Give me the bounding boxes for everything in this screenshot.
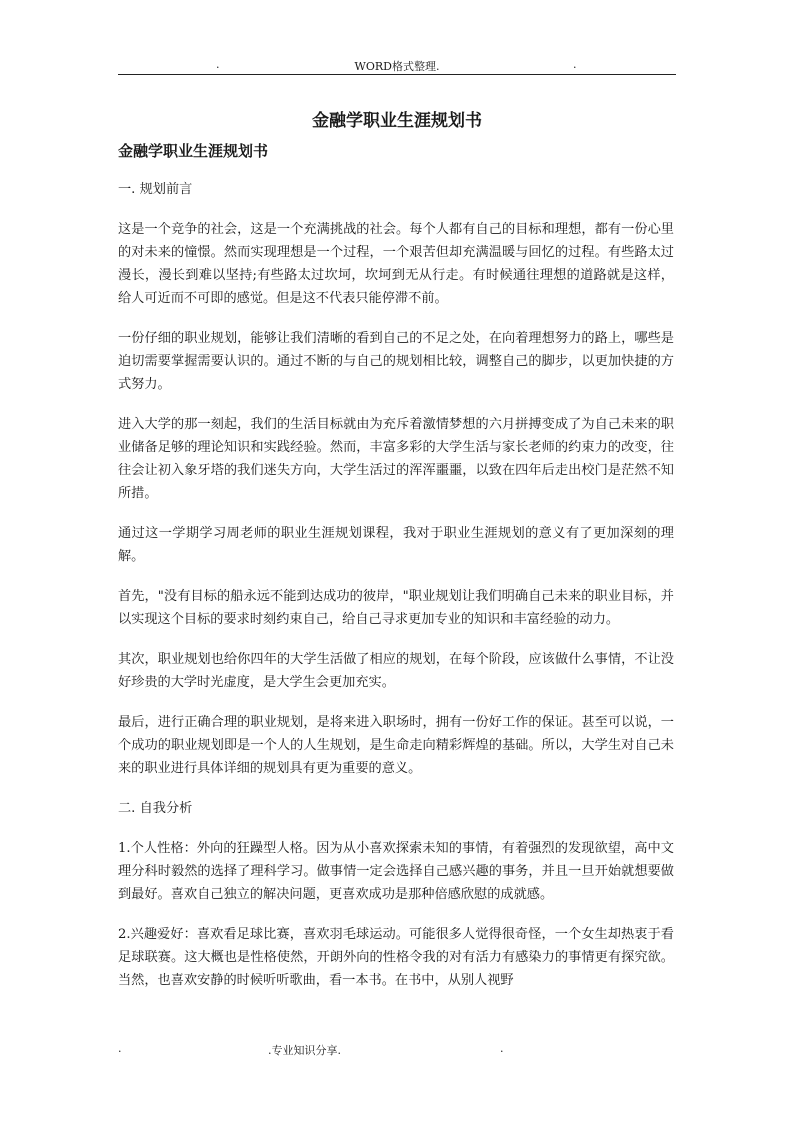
header-title: WORD格式整理. xyxy=(354,60,440,73)
paragraph: 最后，进行正确合理的职业规划，是将来进入职场时，拥有一份好工作的保证。甚至可以说，一个成功的职业规划即是一个人的人生规划，是生命走向精彩辉煌的基础。所以，大学生对自己未来的职业进行具体详细的规划具有更为重要的意义。 xyxy=(118,715,674,776)
paragraph: 进入大学的那一刻起，我们的生活目标就由为充斥着激情梦想的六月拼搏变成了为自己未来的职业储备足够的理论知识和实践经验。然而，丰富多彩的大学生活与家长老师的约束力的改变，往往会让初入象牙塔的我们迷失方向，大学生活过的浑浑噩噩，以致在四年后走出校门是茫然不知所措。 xyxy=(118,417,674,501)
section-heading: 二. 自我分析 xyxy=(118,801,193,816)
header-dot-right: . xyxy=(573,58,577,71)
page-footer xyxy=(118,1042,676,1060)
page-header xyxy=(118,56,676,74)
footer-dot-right: . xyxy=(500,1042,504,1055)
document-body xyxy=(118,178,674,1009)
paragraph: 1.个人性格：外向的狂躁型人格。因为从小喜欢探索未知的事情，有着强烈的发现欲望，高中文理分科时毅然的选择了理科学习。做事情一定会选择自己感兴趣的事务，并且一旦开始就想要做到最好。喜欢自己独立的解决问题，更喜欢成功是那种倍感欣慰的成就感。 xyxy=(118,841,674,902)
paragraph: 首先，"没有目标的船永远不能到达成功的彼岸，"职业规划让我们明确自己未来的职业目标，并以实现这个目标的要求时刻约束自己，给自己寻求更加专业的知识和丰富经验的动力。 xyxy=(118,589,674,627)
paragraph: 通过这一学期学习周老师的职业生涯规划课程，我对于职业生涯规划的意义有了更加深刻的理解。 xyxy=(118,526,674,564)
header-dot-left: . xyxy=(216,58,220,71)
footer-text: .专业知识分享. xyxy=(268,1044,341,1057)
paragraph: 一份仔细的职业规划，能够让我们清晰的看到自己的不足之处，在向着理想努力的路上，哪些是迫切需要掌握需要认识的。通过不断的与自己的规划相比较，调整自己的脚步，以更加快捷的方式努力。 xyxy=(118,331,674,392)
paragraph: 其次，职业规划也给你四年的大学生活做了相应的规划，在每个阶段，应该做什么事情，不让没好珍贵的大学时光虚度，是大学生会更加充实。 xyxy=(118,652,674,690)
header-divider xyxy=(118,74,676,75)
section-heading: 一. 规划前言 xyxy=(118,182,193,197)
paragraph: 2.兴趣爱好：喜欢看足球比赛，喜欢羽毛球运动。可能很多人觉得很奇怪，一个女生却热衷于看足球联赛。这大概也是性格使然，开朗外向的性格令我的对有活力有感染力的事情更有探究欲。当然，也喜欢安静的时候听听歌曲，看一本书。在书中，从别人视野 xyxy=(118,927,674,988)
paragraph: 这是一个竞争的社会，这是一个充满挑战的社会。每个人都有自己的目标和理想，都有一份心里的对未来的憧憬。然而实现理想是一个过程，一个艰苦但却充满温暖与回忆的过程。有些路太过漫长，漫长到难以坚持;有些路太过坎坷，坎坷到无从行走。有时候通往理想的道路就是这样，给人可近而不可即的感觉。但是这不代表只能停滞不前。 xyxy=(118,222,674,306)
document-title: 金融学职业生涯规划书 xyxy=(312,111,482,131)
document-subtitle: 金融学职业生涯规划书 xyxy=(118,142,269,160)
footer-dot-left: . xyxy=(118,1042,122,1055)
